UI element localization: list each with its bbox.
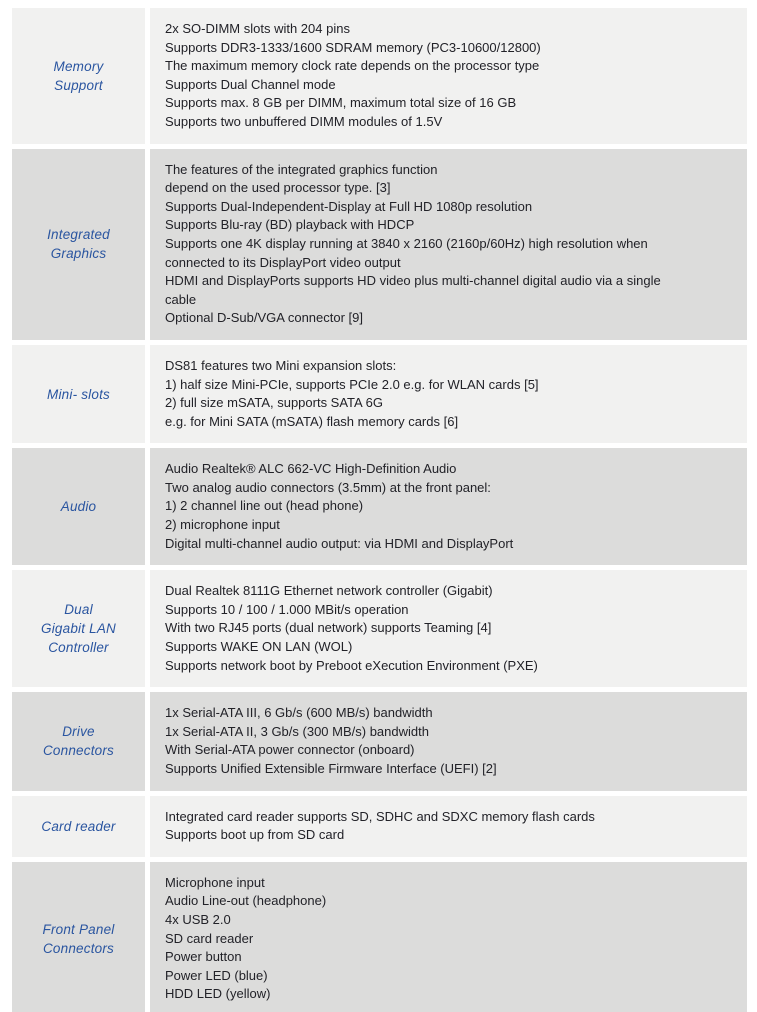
row-label [12,345,145,443]
spec-line: SD card reader [165,930,254,946]
row-label-line: Gigabit LAN [41,621,116,637]
spec-line: HDMI and DisplayPorts supports HD video plus multi-channel digital audio via a single [165,273,661,289]
row-body [150,448,747,565]
row-label [12,149,145,340]
spec-line: Supports two unbuffered DIMM modules of 1.5V [165,113,443,129]
spec-row [12,345,747,443]
spec-row [12,8,747,144]
spec-line: Supports Unified Extensible Firmware Interface (UEFI) [2] [165,761,497,776]
spec-table [12,8,747,1012]
spec-line: Power LED (blue) [165,967,268,983]
row-body [150,149,747,340]
row-label [12,796,145,857]
row-label-line: Graphics [50,246,107,262]
spec-line: Supports DDR3-1333/1600 SDRAM memory (PC3-10600/12800) [165,39,541,55]
spec-line: Supports Blu-ray (BD) playback with HDCP [165,217,415,233]
spec-line: 4x USB 2.0 [165,911,231,927]
spec-line: Optional D-Sub/VGA connector [9] [165,310,363,326]
spec-line: cable [165,291,197,307]
row-label [12,692,145,790]
spec-line: Supports boot up from SD card [165,827,345,843]
spec-line: 1x Serial-ATA II, 3 Gb/s (300 MB/s) bandwidth [165,723,429,739]
spec-line: e.g. for Mini SATA (mSATA) flash memory cards [6] [165,413,459,429]
row-label-line: Connectors [42,940,115,956]
spec-line: Integrated card reader supports SD, SDHC and SDXC memory flash cards [165,808,595,824]
spec-line: Audio Line-out (headphone) [165,893,327,909]
row-label-line: Connectors [42,743,115,759]
spec-line: 1) 2 channel line out (head phone) [165,498,364,514]
row-body [150,345,747,443]
spec-line: Supports Dual Channel mode [165,76,336,92]
row-label [12,448,145,565]
spec-line: Supports Dual-Independent-Display at Full HD 1080p resolution [165,198,533,214]
row-label-line: Front Panel [42,921,115,937]
spec-line: Two analog audio connectors (3.5mm) at the front panel: [165,479,491,495]
spec-line: With Serial-ATA power connector (onboard) [165,742,415,758]
spec-line: With two RJ45 ports (dual network) supports Teaming [4] [165,620,492,636]
spec-line: connected to its DisplayPort video output [165,254,401,270]
row-label [12,862,145,1012]
spec-line: Digital multi-channel audio output: via HDMI and DisplayPort [165,535,514,551]
spec-line: Microphone input [165,874,265,890]
spec-row [12,448,747,565]
row-body [150,8,747,144]
spec-line: 2) microphone input [165,517,280,533]
row-label-line: Controller [48,640,109,656]
spec-row [12,862,747,1012]
spec-line: Supports network boot by Preboot eXecution Environment (PXE) [165,657,538,673]
spec-line: 2x SO-DIMM slots with 204 pins [165,21,350,36]
spec-line: Supports WAKE ON LAN (WOL) [165,639,353,655]
spec-line: 2) full size mSATA, supports SATA 6G [165,395,383,411]
row-body [150,570,747,687]
row-label-line: Mini- slots [47,386,110,402]
spec-line: HDD LED (yellow) [165,986,271,1002]
spec-line: Power button [165,949,242,965]
spec-line: 1) half size Mini-PCIe, supports PCIe 2.0 e.g. for WLAN cards [5] [165,376,539,392]
spec-line: The features of the integrated graphics function [165,161,438,177]
row-body [150,862,747,1012]
row-label-line: Audio [60,499,97,515]
spec-row [12,692,747,790]
row-body [150,692,747,790]
spec-row [12,796,747,857]
row-label [12,8,145,144]
spec-row [12,570,747,687]
row-body [150,796,747,857]
row-label-line: Support [54,77,103,93]
spec-line: The maximum memory clock rate depends on the processor type [165,58,540,74]
spec-line: Supports 10 / 100 / 1.000 MBit/s operation [165,601,409,617]
spec-line: Supports max. 8 GB per DIMM, maximum total size of 16 GB [165,95,517,111]
spec-line: Dual Realtek 8111G Ethernet network controller (Gigabit) [165,583,493,599]
spec-line: 1x Serial-ATA III, 6 Gb/s (600 MB/s) bandwidth [165,705,433,721]
row-label [12,570,145,687]
spec-line: DS81 features two Mini expansion slots: [165,357,397,373]
spec-line: depend on the used processor type. [3] [165,180,391,196]
spec-row [12,149,747,340]
row-label-line: Integrated [47,227,110,243]
spec-line: Supports one 4K display running at 3840 x 2160 (2160p/60Hz) high resolution when [165,235,648,251]
row-label-line: Drive [62,724,95,740]
row-label-line: Memory [53,58,104,74]
spec-line: Audio Realtek® ALC 662-VC High-Definition Audio [165,461,457,477]
row-label-line: Dual [64,602,93,618]
row-label-line: Card reader [41,818,116,834]
